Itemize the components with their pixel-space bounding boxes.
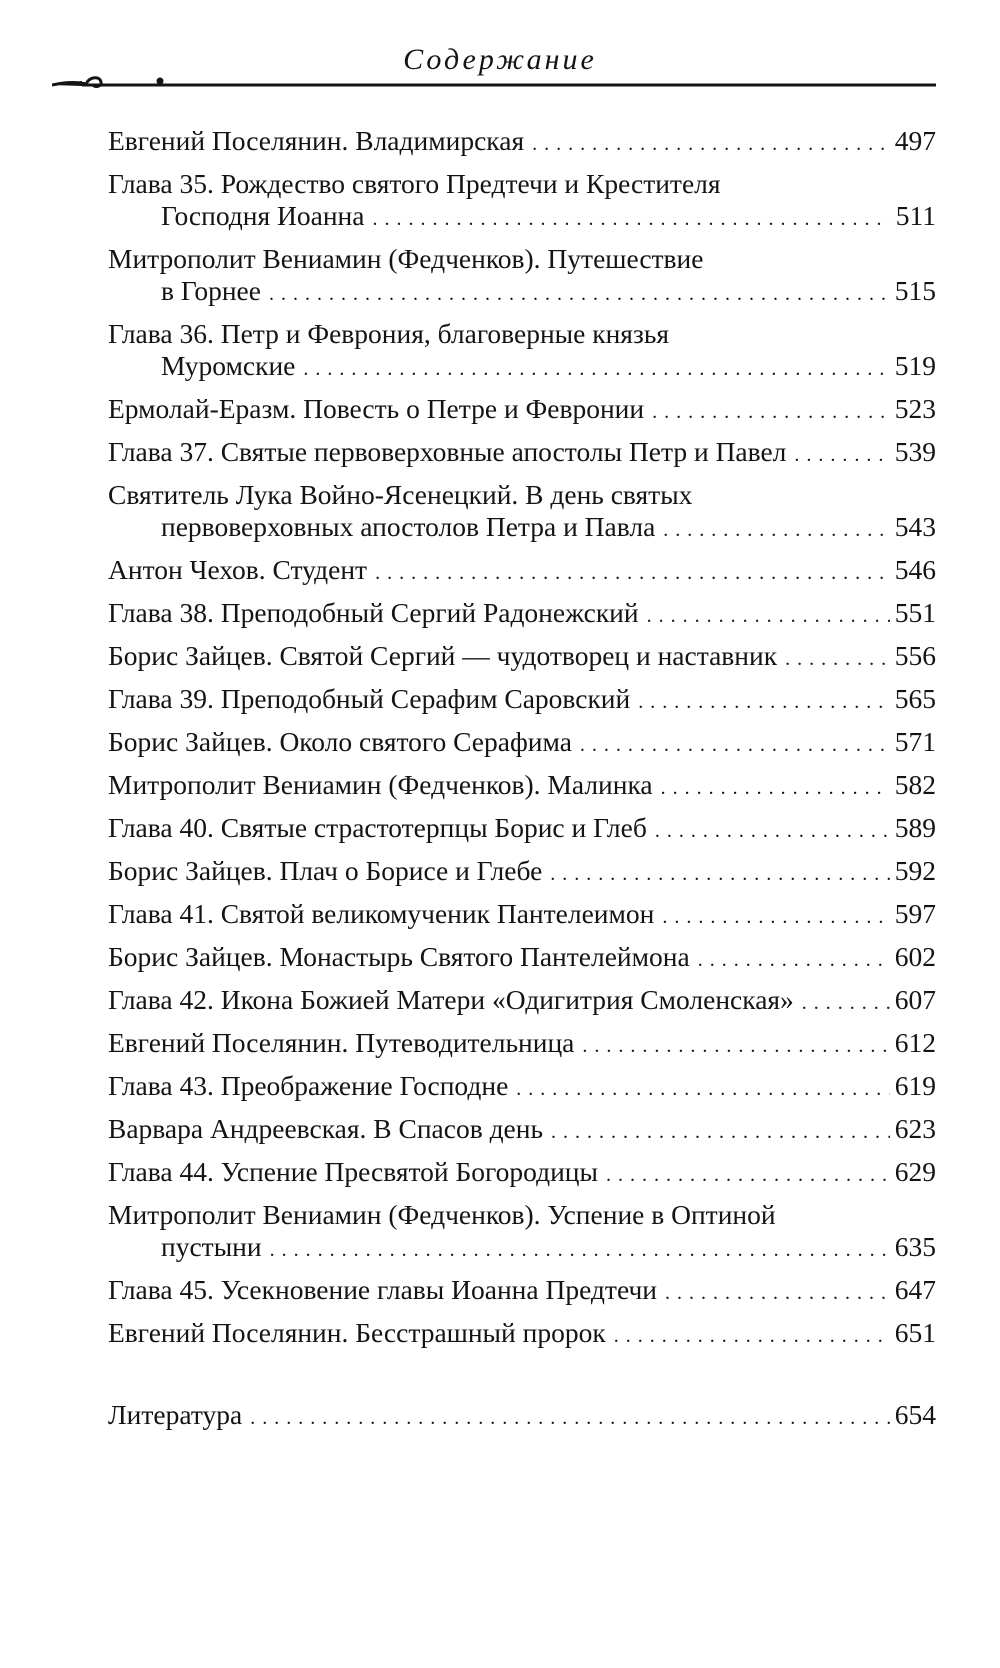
toc-page-number: 543 (894, 511, 936, 542)
toc-entry (108, 726, 936, 758)
toc-entry (108, 941, 936, 973)
toc-entry-title: Глава 40. Святые страстотерпцы Борис и Глеб (108, 812, 647, 843)
toc-line (108, 1274, 936, 1306)
toc-entry-title: Глава 42. Икона Божией Матери «Одигитрия Смоленская» (108, 984, 794, 1015)
dot-leader (516, 1073, 890, 1105)
toc-line (108, 511, 936, 543)
toc-line (108, 275, 936, 307)
dot-leader (698, 944, 890, 976)
toc-entry-title: Борис Зайцев. Святой Сергий — чудотворец и наставник (108, 640, 778, 671)
dot-leader (582, 1030, 890, 1062)
toc-entry (108, 554, 936, 586)
toc-entry (108, 683, 936, 715)
dot-leader (785, 643, 890, 675)
dot-leader (250, 1402, 890, 1434)
toc-entry (108, 898, 936, 930)
toc-page-number: 647 (894, 1274, 936, 1305)
toc-entry (108, 597, 936, 629)
toc-entry-title: Глава 35. Рождество святого Предтечи и Крестителя (108, 168, 721, 199)
toc-entry-title: Глава 36. Петр и Феврония, благоверные князья (108, 318, 670, 349)
dot-leader (663, 514, 890, 546)
toc-line (108, 683, 936, 715)
ornament-dot-icon (157, 78, 164, 85)
dot-leader (661, 772, 890, 804)
toc-page-number: 651 (894, 1317, 936, 1348)
toc-entry-title: Глава 39. Преподобный Серафим Саровский (108, 683, 631, 714)
toc-line (108, 855, 936, 887)
toc-entry-title: Глава 38. Преподобный Сергий Радонежский (108, 597, 639, 628)
toc-entry (108, 1070, 936, 1102)
toc-entry-title: Евгений Поселянин. Владимирская (108, 125, 525, 156)
running-head-title: Содержание (403, 43, 597, 76)
toc-entry-title: Глава 41. Святой великомученик Пантелеимон (108, 898, 655, 929)
toc-entry (108, 393, 936, 425)
toc-entry (108, 168, 936, 232)
toc-entry (108, 436, 936, 468)
toc-page-number: 602 (894, 941, 936, 972)
toc-page-number: 597 (894, 898, 936, 929)
toc-entry (108, 1274, 936, 1306)
toc-page-number: 523 (894, 393, 936, 424)
toc-line (108, 479, 936, 511)
dot-leader (614, 1320, 890, 1352)
dot-leader (665, 1277, 890, 1309)
dot-leader (269, 278, 890, 310)
toc-page-number: 607 (894, 984, 936, 1015)
dot-leader (606, 1159, 890, 1191)
toc-entry-title: Варвара Андреевская. В Спасов день (108, 1113, 544, 1144)
toc-entry (108, 1199, 936, 1263)
toc-entry (108, 125, 936, 157)
toc-entry-title: Литература (108, 1399, 243, 1430)
toc-entry-title: пустыни (161, 1231, 262, 1262)
dot-leader (551, 1116, 890, 1148)
toc-entry-title: Борис Зайцев. Плач о Борисе и Глебе (108, 855, 543, 886)
toc-entry-title: Митрополит Вениамин (Федченков). Путешествие (108, 243, 704, 274)
toc-line (108, 554, 936, 586)
toc-line (108, 1231, 936, 1263)
toc-line (108, 812, 936, 844)
toc-line (108, 898, 936, 930)
toc-page-number: 623 (894, 1113, 936, 1144)
toc-line (108, 1027, 936, 1059)
toc-page-number: 654 (894, 1399, 936, 1430)
toc-page-number: 571 (894, 726, 936, 757)
toc-line (108, 243, 936, 275)
header-ornament-rule (52, 72, 936, 92)
toc-line (108, 200, 936, 232)
dot-leader (580, 729, 890, 761)
toc-entry (108, 1317, 936, 1349)
toc-entry (108, 640, 936, 672)
toc-entry-title: Господня Иоанна (161, 200, 365, 231)
toc-entry (108, 1113, 936, 1145)
toc-page-number: 519 (894, 350, 936, 381)
toc-entry (108, 984, 936, 1016)
toc-line (108, 984, 936, 1016)
toc-line (108, 769, 936, 801)
toc-page-number: 619 (894, 1070, 936, 1101)
toc-entry-title: Борис Зайцев. Около святого Серафима (108, 726, 572, 757)
toc-line (108, 1070, 936, 1102)
toc-entry (108, 479, 936, 543)
toc-page-number: 497 (894, 125, 936, 156)
toc-page-number: 539 (894, 436, 936, 467)
toc-entry-title: Глава 37. Святые первоверховные апостолы Петр и Павел (108, 436, 787, 467)
toc-entry (108, 812, 936, 844)
dot-leader (550, 858, 890, 890)
dot-leader (375, 557, 890, 589)
toc-page-number: 565 (894, 683, 936, 714)
dot-leader (303, 353, 890, 385)
toc-line (108, 393, 936, 425)
toc-line (108, 1399, 936, 1431)
dot-leader (655, 815, 890, 847)
dot-leader (647, 600, 890, 632)
toc-entry (108, 1027, 936, 1059)
toc-entry (108, 1399, 936, 1431)
toc-entry (108, 318, 936, 382)
toc-entry-title: Муромские (161, 350, 296, 381)
toc-line (108, 640, 936, 672)
toc-entry-title: Святитель Лука Войно-Ясенецкий. В день святых (108, 479, 693, 510)
toc-line (108, 1156, 936, 1188)
toc-line (108, 436, 936, 468)
toc-entry (108, 855, 936, 887)
toc-page-number: 589 (894, 812, 936, 843)
toc-entry (108, 769, 936, 801)
toc-entry (108, 243, 936, 307)
toc-entry-title: Евгений Поселянин. Бесстрашный пророк (108, 1317, 606, 1348)
toc-entry-title: в Горнее (161, 275, 261, 306)
toc-page-number: 511 (895, 200, 936, 231)
toc-entry (108, 1156, 936, 1188)
toc-page-number: 592 (894, 855, 936, 886)
toc-line (108, 941, 936, 973)
toc-entry-title: Глава 45. Усекновение главы Иоанна Предтечи (108, 1274, 658, 1305)
dot-leader (652, 396, 890, 428)
toc-page-number: 629 (894, 1156, 936, 1187)
toc-line (108, 1317, 936, 1349)
table-of-contents (108, 125, 936, 1442)
dot-leader (372, 203, 890, 235)
toc-entry-title: Митрополит Вениамин (Федченков). Малинка (108, 769, 653, 800)
dot-leader (270, 1234, 890, 1266)
toc-entry-title: Глава 43. Преображение Господне (108, 1070, 509, 1101)
dot-leader (794, 439, 890, 471)
dot-leader (638, 686, 890, 718)
toc-entry-title: Глава 44. Успение Пресвятой Богородицы (108, 1156, 598, 1187)
toc-entry-title: Антон Чехов. Студент (108, 554, 368, 585)
toc-entry-title: Митрополит Вениамин (Федченков). Успение в Оптиной (108, 1199, 776, 1230)
toc-page-number: 546 (894, 554, 936, 585)
toc-line (108, 726, 936, 758)
toc-page-number: 582 (894, 769, 936, 800)
dot-leader (662, 901, 890, 933)
toc-line (108, 318, 936, 350)
toc-entry-title: Евгений Поселянин. Путеводительница (108, 1027, 575, 1058)
toc-page-number: 612 (894, 1027, 936, 1058)
toc-line (108, 168, 936, 200)
dot-leader (802, 987, 890, 1019)
toc-entry-title: Борис Зайцев. Монастырь Святого Пантелеймона (108, 941, 690, 972)
toc-page-number: 551 (894, 597, 936, 628)
dot-leader (532, 128, 890, 160)
toc-entry-title: первоверховных апостолов Петра и Павла (161, 511, 656, 542)
toc-line (108, 1113, 936, 1145)
toc-line (108, 125, 936, 157)
toc-entry-title: Ермолай-Еразм. Повесть о Петре и Февронии (108, 393, 645, 424)
toc-page-number: 556 (894, 640, 936, 671)
toc-page-number: 515 (894, 275, 936, 306)
toc-line (108, 1199, 936, 1231)
toc-page-number: 635 (894, 1231, 936, 1262)
toc-line (108, 597, 936, 629)
toc-line (108, 350, 936, 382)
